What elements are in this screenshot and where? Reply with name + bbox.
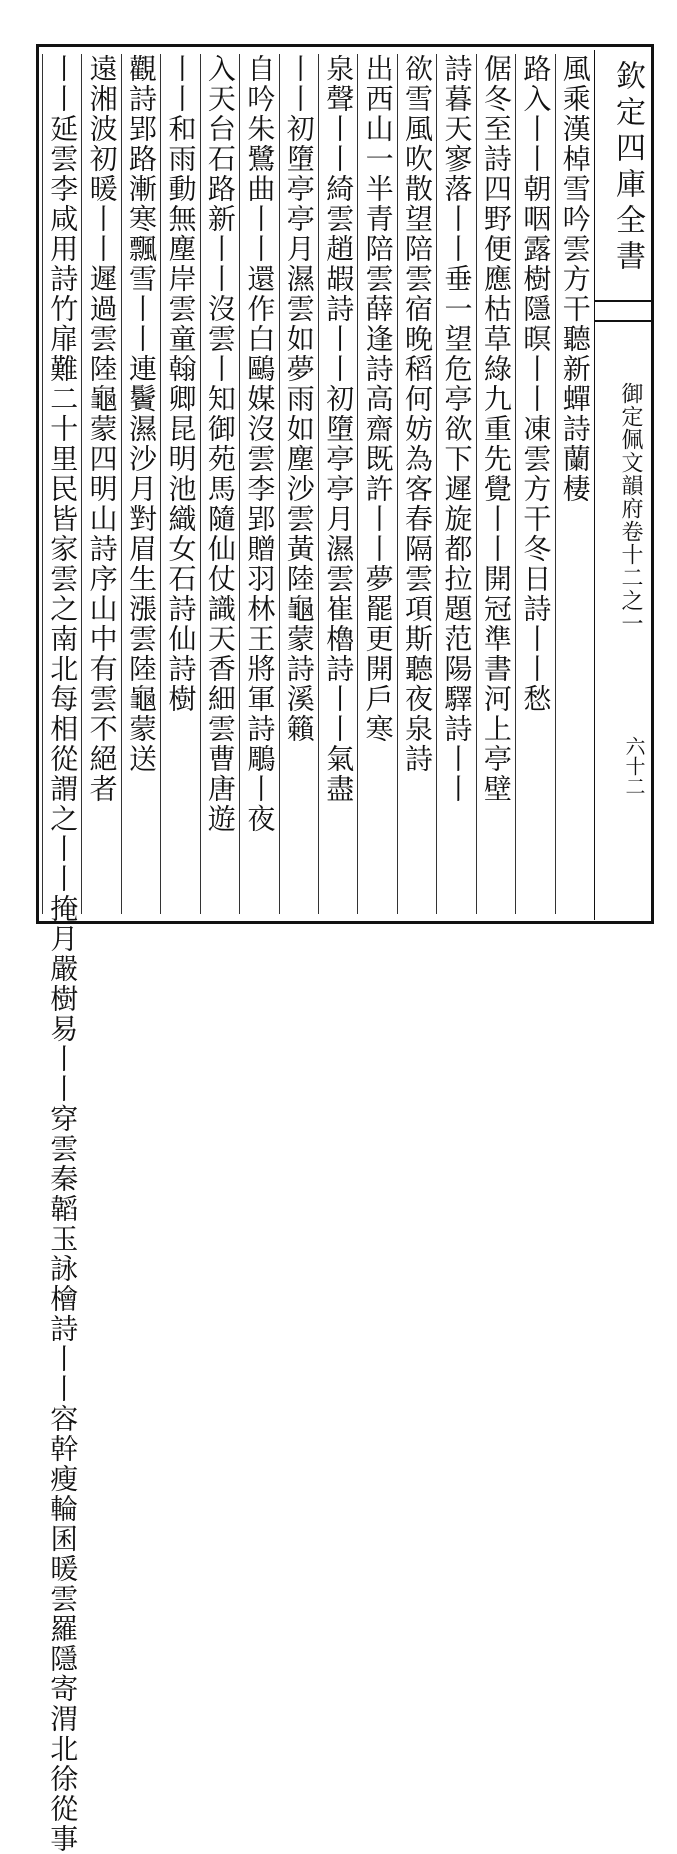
column-text: 丨丨初墮亭亭月濕雲如夢雨如塵沙雲黃陸龜蒙詩溪籟 [282, 54, 316, 744]
page-number: 六十二 [622, 736, 646, 796]
text-column [476, 54, 515, 914]
column-text: 丨丨和雨動無塵岸雲童翰卿昆明池織女石詩仙詩樹 [164, 54, 198, 714]
column-text: 入天台石路新丨丨沒雲丨知御苑馬隨仙仗識天香細雲曹唐遊 [203, 54, 237, 834]
text-column [279, 54, 318, 914]
book-title: 欽定四庫全書 [610, 60, 645, 276]
volume-label: 御定佩文韻府卷十二之一 [618, 382, 643, 635]
column-text: 泉聲丨丨綺雲趙嘏詩丨丨初墮亭亭月濕雲崔櫓詩丨丨氣盡 [322, 54, 356, 804]
text-column [121, 54, 160, 914]
text-column [200, 54, 239, 914]
column-text: 觀詩郢路漸寒飄雪丨丨連鬢濕沙月對眉生漲雲陸龜蒙送 [125, 54, 159, 774]
text-column [555, 54, 594, 914]
text-column [239, 54, 278, 914]
column-text: 出西山一半青陪雲薛逢詩高齋既許丨丨夢罷更開戶寒 [361, 54, 395, 744]
column-text: 丨丨延雲李咸用詩竹扉難二十里民皆家雲之南北每相從謂之丨丨掩月嚴樹易丨丨穿雲秦韜玉詠檜詩丨丨容幹瘦輪囷暖雲羅隱寄渭北徐從事 [46, 54, 80, 1854]
text-column [42, 54, 81, 1854]
text-column [318, 54, 357, 914]
column-text: 詩暮天寥落丨丨垂一望危亭欲下遲旋都拉題范陽驛詩丨丨 [440, 54, 474, 804]
text-column [436, 54, 475, 914]
text-column [515, 54, 554, 914]
column-text: 欲雪風吹散望陪雲宿晚稻何妨為客春隔雲項斯聽夜泉詩 [401, 54, 435, 774]
column-text: 自吟朱鷺曲丨丨還作白鷗媒沒雲李郢贈羽林王將軍詩鵰丨夜 [243, 54, 277, 834]
column-text: 倨冬至詩四野便應枯草綠九重先覺丨丨開冠準書河上亭壁 [479, 54, 513, 804]
text-column [160, 54, 199, 914]
text-column [81, 54, 120, 914]
text-column [357, 54, 396, 914]
column-text: 遠湘波初暖丨丨遲過雲陸龜蒙四明山詩序山中有雲不絕者 [85, 54, 119, 804]
text-column [397, 54, 436, 914]
column-text: 風乘漢棹雪吟雲方干聽新蟬詩蘭棲 [558, 54, 592, 504]
column-text: 路入丨丨朝咽露樹隱暝丨丨凍雲方干冬日詩丨丨愁 [519, 54, 553, 714]
fishtail-mark [594, 300, 652, 322]
